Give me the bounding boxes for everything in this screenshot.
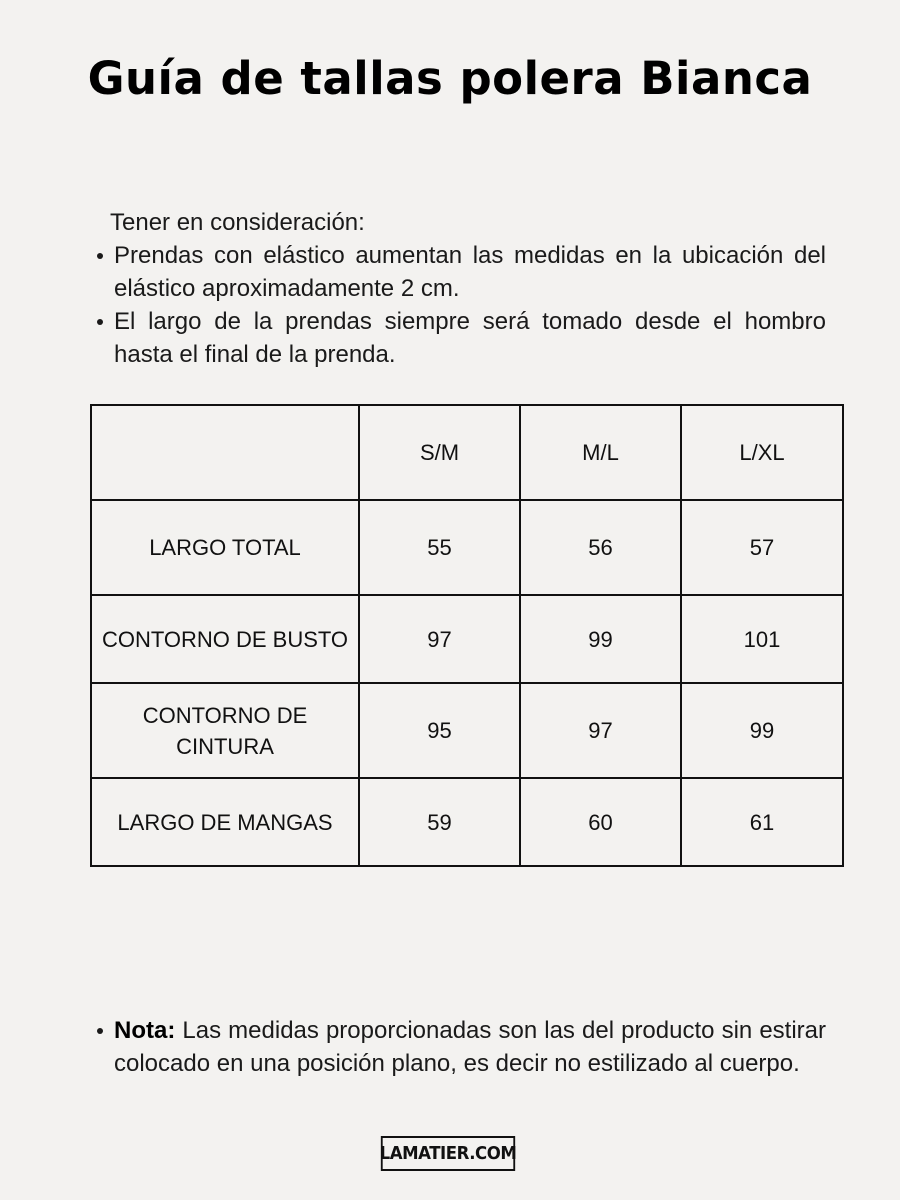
table-cell: 97 bbox=[359, 595, 520, 683]
considerations-item: Prendas con elástico aumentan las medidas en la ubicación del elástico aproximadamente 2 cm. bbox=[92, 239, 826, 305]
row-label: LARGO DE MANGAS bbox=[91, 778, 359, 866]
table-cell: 97 bbox=[520, 683, 681, 778]
considerations-heading: Tener en consideración: bbox=[110, 209, 365, 236]
table-row bbox=[91, 683, 843, 778]
table-cell: 101 bbox=[681, 595, 843, 683]
note-text: Las medidas proporcionadas son las del producto sin estirar colocado en una posición plano, es decir no estilizado al cuerpo. bbox=[114, 1017, 826, 1077]
table-cell: 59 bbox=[359, 778, 520, 866]
table-cell: 95 bbox=[359, 683, 520, 778]
table-header-row bbox=[91, 405, 843, 500]
table-row bbox=[91, 778, 843, 866]
size-table bbox=[90, 404, 844, 867]
considerations-section bbox=[92, 206, 826, 371]
header-cell-lxl: L/XL bbox=[681, 405, 843, 500]
table-cell: 99 bbox=[681, 683, 843, 778]
table-cell: 56 bbox=[520, 500, 681, 595]
note-section bbox=[92, 1014, 826, 1080]
table-row bbox=[91, 595, 843, 683]
row-label: LARGO TOTAL bbox=[91, 500, 359, 595]
header-cell-ml: M/L bbox=[520, 405, 681, 500]
note-item bbox=[92, 1014, 826, 1080]
note-list bbox=[92, 1014, 826, 1080]
note-label: Nota: bbox=[114, 1017, 176, 1044]
table-row bbox=[91, 500, 843, 595]
table-cell: 55 bbox=[359, 500, 520, 595]
row-label: CONTORNO DE BUSTO bbox=[91, 595, 359, 683]
table-cell: 99 bbox=[520, 595, 681, 683]
brand-link[interactable]: LAMATIER.COM bbox=[381, 1136, 515, 1171]
table-cell: 57 bbox=[681, 500, 843, 595]
header-cell-sm: S/M bbox=[359, 405, 520, 500]
row-label: CONTORNO DE CINTURA bbox=[91, 683, 359, 778]
page-title: Guía de tallas polera Bianca bbox=[87, 52, 813, 105]
header-cell-empty bbox=[91, 405, 359, 500]
table-cell: 60 bbox=[520, 778, 681, 866]
table-cell: 61 bbox=[681, 778, 843, 866]
considerations-item: El largo de la prendas siempre será tomado desde el hombro hasta el final de la prenda. bbox=[92, 305, 826, 371]
considerations-list bbox=[92, 239, 826, 371]
